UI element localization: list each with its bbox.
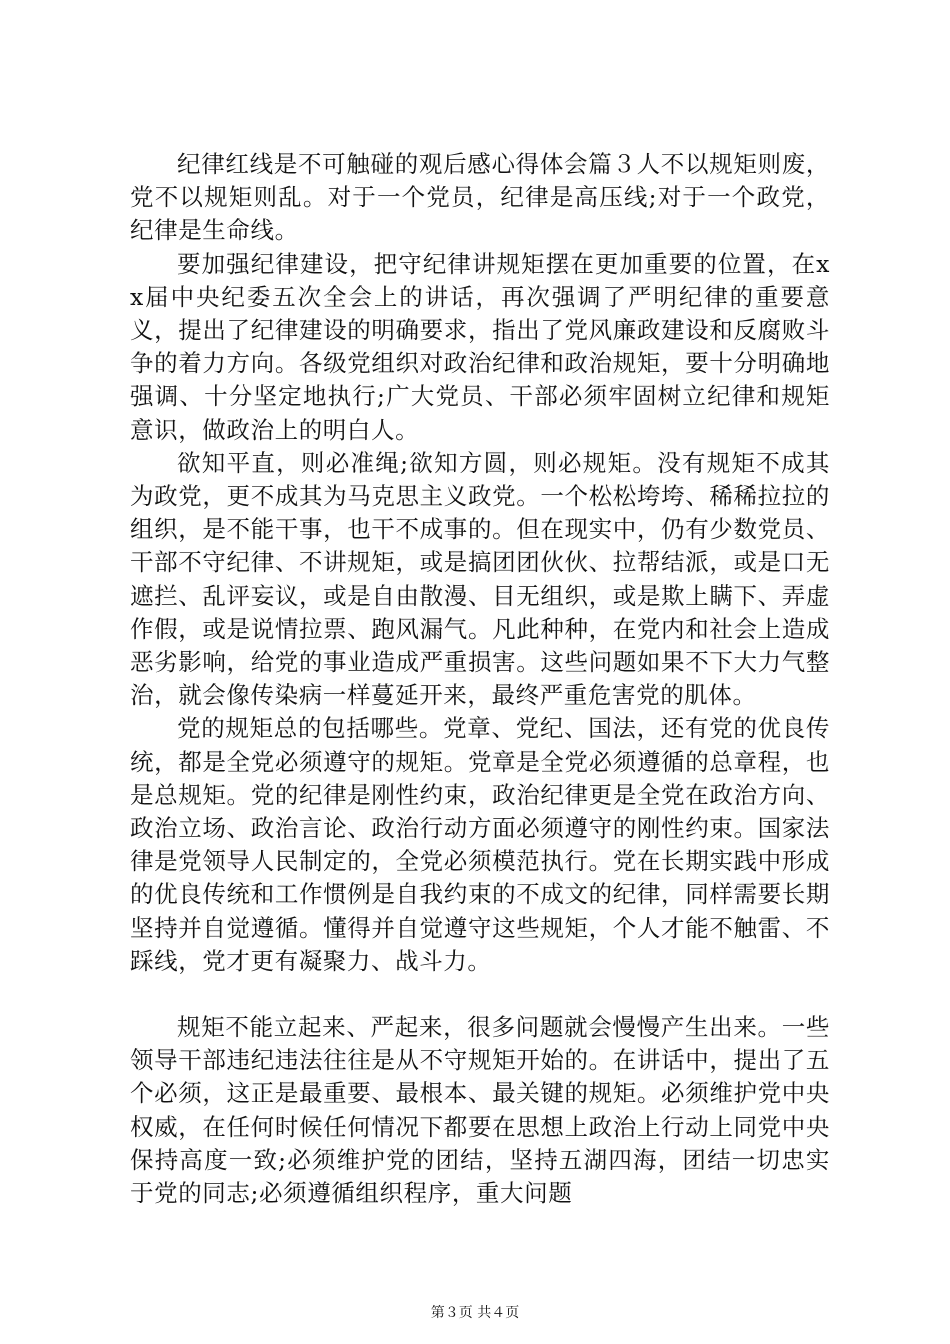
document-body xyxy=(130,148,830,1210)
paragraph-4: 党的规矩总的包括哪些。党章、党纪、国法，还有党的优良传统，都是全党必须遵守的规矩。党章是全党必须遵循的总章程，也是总规矩。党的纪律是刚性约束，政治纪律更是全党在政治方向、政治立场、政治言论、政治行动方面必须遵守的刚性约束。国家法律是党领导人民制定的，全党必须模范执行。党在长期实践中形成的优良传统和工作惯例是自我约束的不成文的纪律，同样需要长期坚持并自觉遵循。懂得并自觉遵守这些规矩，个人才能不触雷、不踩线，党才更有凝聚力、战斗力。 xyxy=(130,714,830,975)
paragraph-3: 欲知平直，则必准绳;欲知方圆，则必规矩。没有规矩不成其为政党，更不成其为马克思主义政党。一个松松垮垮、稀稀拉拉的组织，是不能干事，也干不成事的。但在现实中，仍有少数党员、干部不守纪律、不讲规矩，或是搞团团伙伙、拉帮结派，或是口无遮拦、乱评妄议，或是自由散漫、目无组织，或是欺上瞒下、弄虚作假，或是说情拉票、跑风漏气。凡此种种，在党内和社会上造成恶劣影响，给党的事业造成严重损害。这些问题如果不下大力气整治，就会像传染病一样蔓延开来，最终严重危害党的肌体。 xyxy=(130,448,830,710)
paragraph-spacer xyxy=(130,978,830,1011)
page-footer: 第３页 共４页 xyxy=(430,1305,520,1321)
paragraph-1: 纪律红线是不可触碰的观后感心得体会篇３人不以规矩则废，党不以规矩则乱。对于一个党员，纪律是高压线;对于一个政党，纪律是生命线。 xyxy=(130,150,830,245)
paragraph-5: 规矩不能立起来、严起来，很多问题就会慢慢产生出来。一些领导干部违纪违法往往是从不守规矩开始的。在讲话中，提出了五个必须，这正是最重要、最根本、最关键的规矩。必须维护党中央权威，在任何时候任何情况下都要在思想上政治上行动上同党中央保持高度一致;必须维护党的团结，坚持五湖四海，团结一切忠实于党的同志;必须遵循组织程序，重大问题 xyxy=(130,1013,830,1208)
paragraph-2: 要加强纪律建设，把守纪律讲规矩摆在更加重要的位置，在xx届中央纪委五次全会上的讲话，再次强调了严明纪律的重要意义，提出了纪律建设的明确要求，指出了党风廉政建设和反腐败斗争的着力方向。各级党组织对政治纪律和政治规矩，要十分明确地强调、十分坚定地执行;广大党员、干部必须牢固树立纪律和规矩意识，做政治上的明白人。 xyxy=(130,249,830,444)
